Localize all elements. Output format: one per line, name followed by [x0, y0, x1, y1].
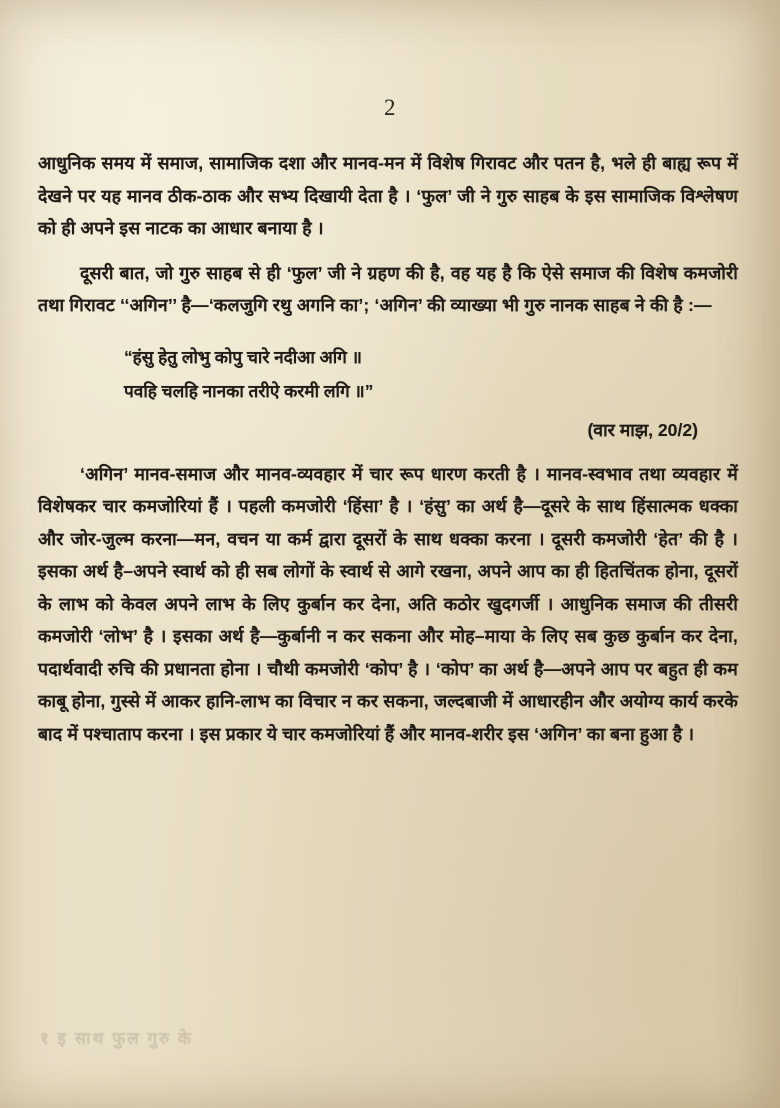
verse-line-2: पवहि चलहि नानका तरीऐ करमी लगि ॥”: [124, 380, 374, 401]
spacer: [38, 442, 738, 458]
page-bleed-through-text: १ इ साथ फुल गुरु के: [40, 1029, 193, 1048]
paragraph-1: आधुनिक समय में समाज, सामाजिक दशा और मानव-मन में विशेष गिरावट और पतन है, भले ही बाह्य रूप में देखने पर यह मानव ठीक-ठाक और सभ्य दिखायी देता है । ‘फुल’ जी ने गुरु साहब के इस सामाजिक विश्लेषण को ही अपने इस नाटक का आधार बनाया है ।: [38, 153, 738, 238]
quoted-verse: [38, 340, 738, 408]
verse-line-1: “हंसु हेतु लोभु कोपु चारे नदीआ अगि ॥: [124, 346, 362, 367]
verse-citation: (वार माझ, 20/2): [587, 419, 698, 440]
page-number: 2: [384, 95, 396, 120]
paragraph-2: दूसरी बात, जो गुरु साहब से ही ‘फुल’ जी ने ग्रहण की है, वह यह है कि ऐसे समाज की विशेष कमजोरी तथा गिरावट ‘‘अगिन’’ है—‘कलजुगि रथु अगनि का’; ‘अगिन’ की व्याख्या भी गुरु नानक साहब ने की है :—: [38, 262, 738, 315]
body-text: [38, 147, 742, 750]
page-content: [38, 0, 742, 1108]
paragraph-3: ‘अगिन’ मानव-समाज और मानव-व्यवहार में चार रूप धारण करती है । मानव-स्वभाव तथा व्यवहार में विशेषकर चार कमजोरियां हैं । पहली कमजोरी ‘हिंसा’ है । ‘हंसु’ का अर्थ है—दूसरे के साथ हिंसात्मक धक्का और जोर-जुल्म करना—मन, वचन या कर्म द्वारा दूसरों के साथ धक्का करना । दूसरी कमजोरी ‘हेत’ की है । इसका अर्थ है–अपने स्वार्थ को ही सब लोगों के स्वार्थ से आगे रखना, अपने आप का ही हितचिंतक होना, दूसरों के लाभ को केवल अपने लाभ के लिए कुर्बान कर देना, अति कठोर खुदगर्जी । आधुनिक समाज की तीसरी कमजोरी ‘लोभ’ है । इसका अर्थ है—कुर्बानी न कर सकना और मोह–माया के लिए सब कुछ कुर्बान कर देना, पदार्थवादी रुचि की प्रधानता होना । चौथी कमजोरी ‘कोप’ है । ‘कोप’ का अर्थ है—अपने आप पर बहुत ही कम काबू होना, गुस्से में आकर हानि-लाभ का विचार न कर सकना, जल्दबाजी में आधारहीन और अयोग्य कार्य करके बाद में पश्चाताप करना । इस प्रकार ये चार कमजोरियां हैं और मानव-शरीर इस ‘अगिन’ का बना हुआ है ।: [38, 463, 738, 744]
